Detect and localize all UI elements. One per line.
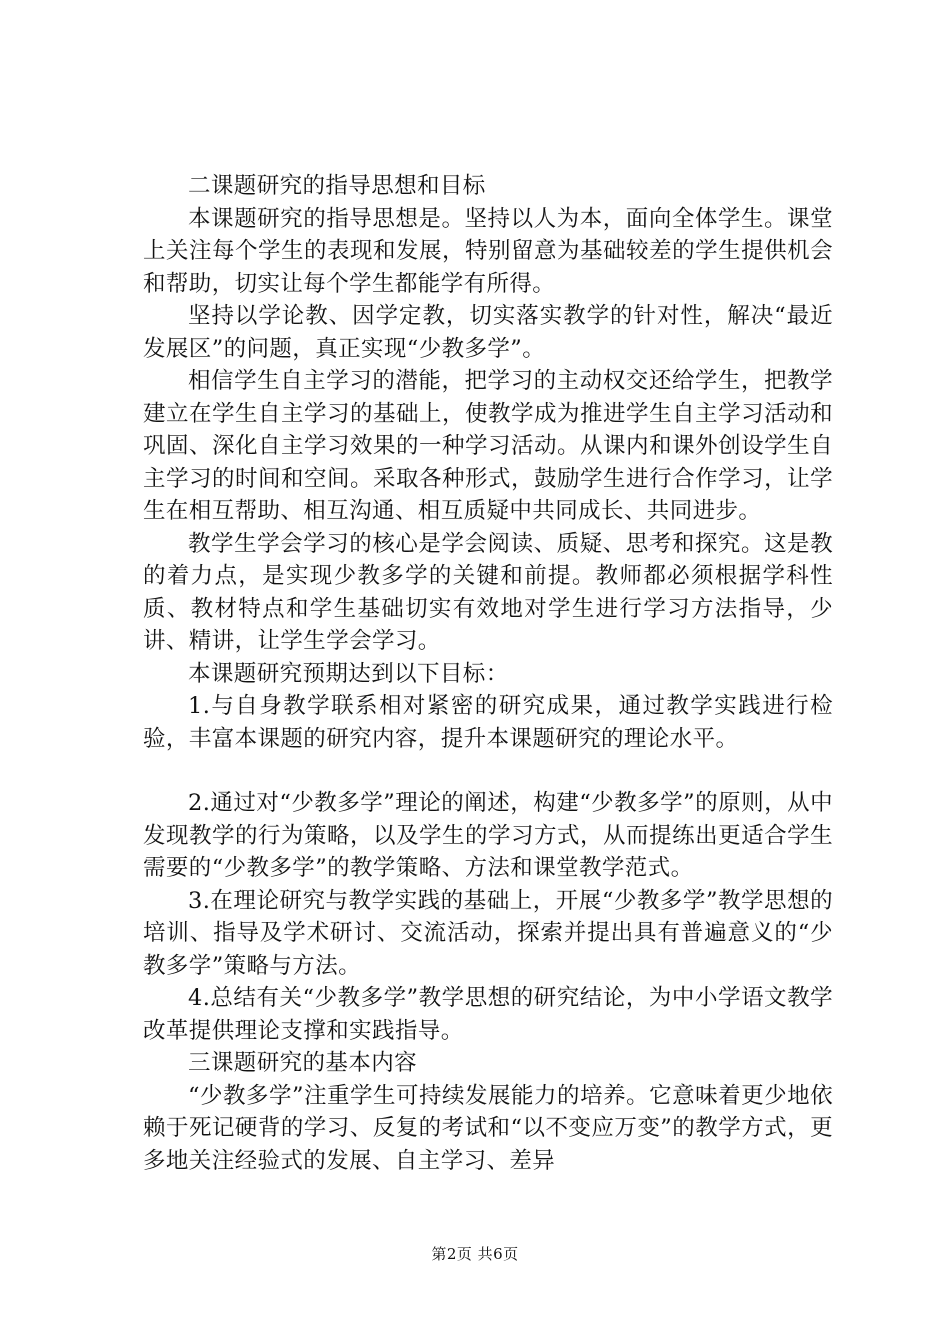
- paragraph: 教学生学会学习的核心是学会阅读、质疑、思考和探究。这是教的着力点，是实现少教多学的关键和前提。教师都必须根据学科性质、教材特点和学生基础切实有效地对学生进行学习方法指导，少讲、精讲，让学生学会学习。: [143, 530, 833, 654]
- page-footer: 第2页 共6页: [431, 1245, 519, 1263]
- paragraph: 坚持以学论教、因学定教，切实落实教学的针对性，解决“最近发展区”的问题，真正实现“少教多学”。: [143, 303, 833, 362]
- list-item: 4.总结有关“少教多学”教学思想的研究结论，为中小学语文教学改革提供理论支撑和实践指导。: [143, 985, 833, 1044]
- list-item: 3.在理论研究与教学实践的基础上，开展“少教多学”教学思想的培训、指导及学术研讨、交流活动，探索并提出具有普遍意义的“少教多学”策略与方法。: [143, 887, 833, 979]
- paragraph: 本课题研究的指导思想是。坚持以人为本，面向全体学生。课堂上关注每个学生的表现和发展，特别留意为基础较差的学生提供机会和帮助，切实让每个学生都能学有所得。: [143, 205, 833, 297]
- paragraph: 本课题研究预期达到以下目标：: [188, 660, 509, 687]
- section-heading: 三课题研究的基本内容: [188, 1050, 418, 1076]
- paragraph: “少教多学”注重学生可持续发展能力的培养。它意味着更少地依赖于死记硬背的学习、反复的考试和“以不变应万变”的教学方式，更多地关注经验式的发展、自主学习、差异: [143, 1082, 833, 1174]
- section-heading: 二课题研究的指导思想和目标: [188, 173, 486, 199]
- list-item: 2.通过对“少教多学”理论的阐述，构建“少教多学”的原则，从中发现教学的行为策略，以及学生的学习方式，从而提练出更适合学生需要的“少教多学”的教学策略、方法和课堂教学范式。: [143, 790, 833, 881]
- document-body: [143, 170, 833, 1177]
- list-item: 1.与自身教学联系相对紧密的研究成果，通过教学实践进行检验，丰富本课题的研究内容，提升本课题研究的理论水平。: [143, 693, 833, 752]
- paragraph: 相信学生自主学习的潜能，把学习的主动权交还给学生，把教学建立在学生自主学习的基础上，使教学成为推进学生自主学习活动和巩固、深化自主学习效果的一种学习活动。从课内和课外创设学生自主学习的时间和空间。采取各种形式，鼓励学生进行合作学习，让学生在相互帮助、相互沟通、相互质疑中共同成长、共同进步。: [143, 368, 833, 524]
